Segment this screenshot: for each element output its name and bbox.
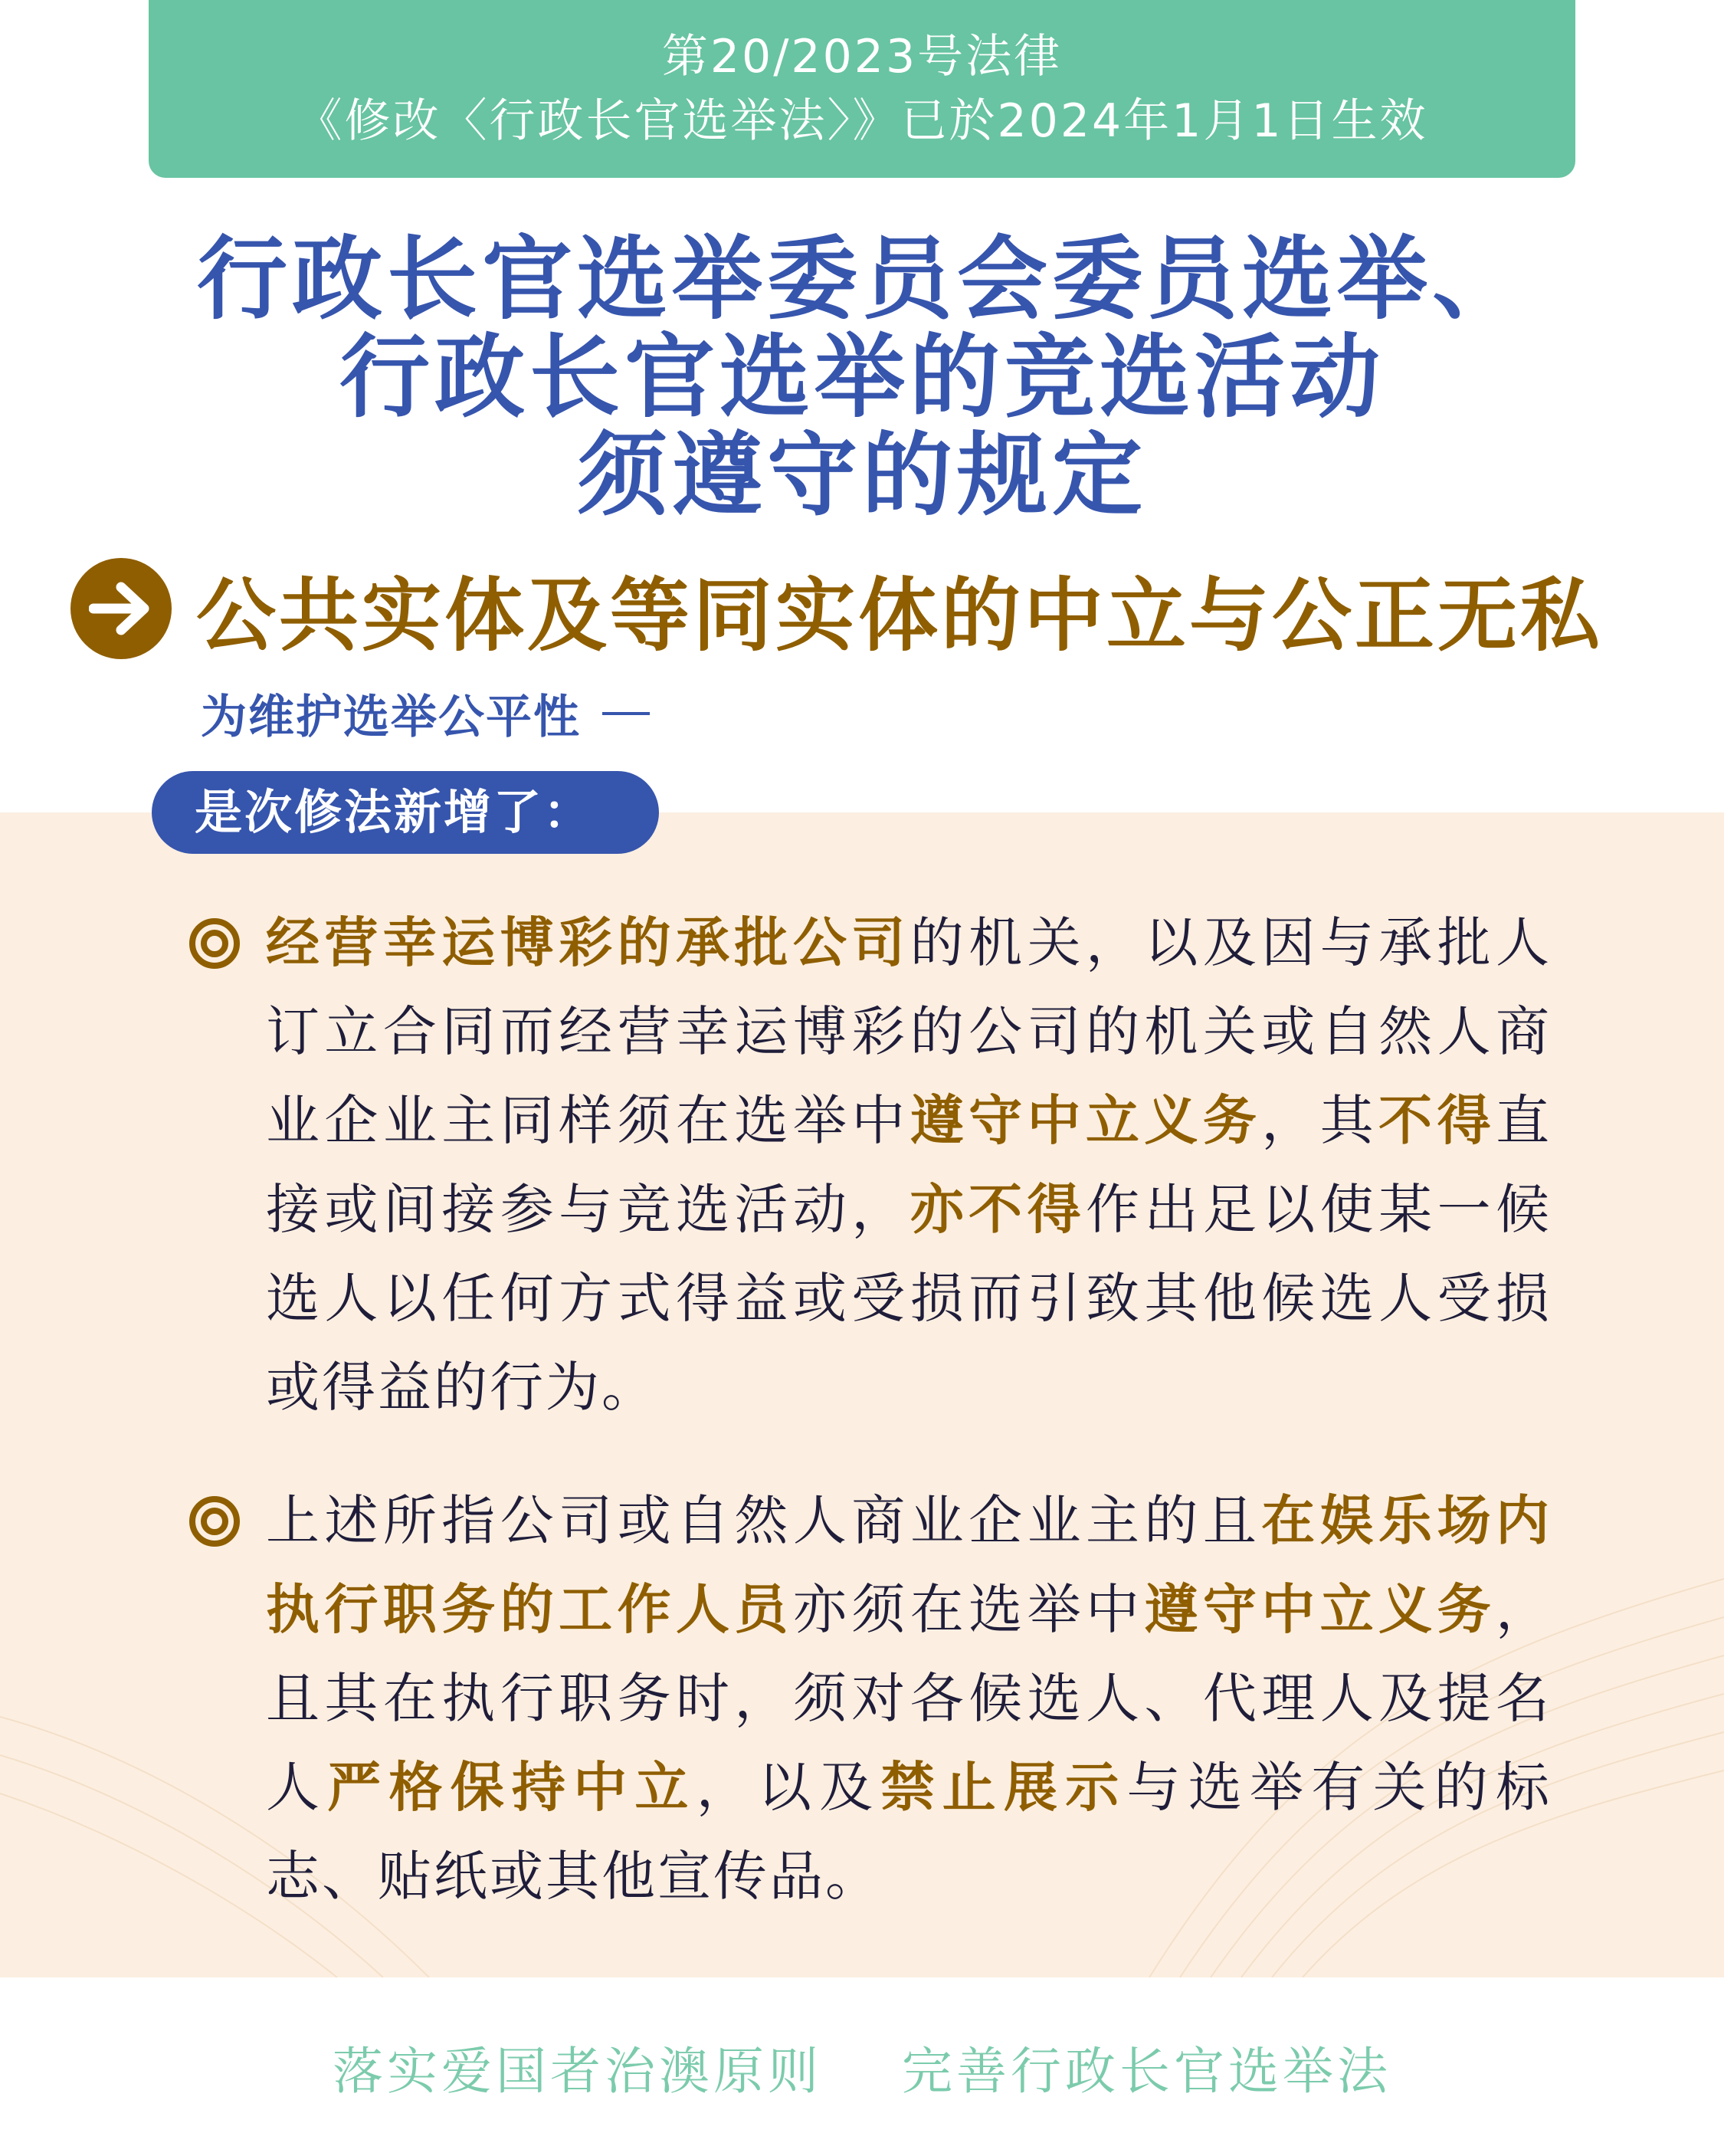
page-title bbox=[0, 226, 1724, 528]
section-subheading bbox=[201, 681, 650, 747]
body-text: ，且其在执行职务时，须对各候选人、代理人及提名人 bbox=[266, 1578, 1552, 1819]
body-text: ，以及 bbox=[696, 1756, 881, 1819]
highlight-text: 遵守中立义务 bbox=[1144, 1578, 1496, 1641]
law-banner bbox=[149, 0, 1575, 178]
arrow-right-icon bbox=[70, 558, 172, 659]
bullet-item bbox=[188, 1476, 1552, 1921]
slogan-left: 落实爱国者治澳原则 bbox=[333, 2042, 822, 2101]
section-heading: 公共实体及等同实体的中立与公正无私 bbox=[196, 568, 1604, 662]
title-line-2: 行政长官选举的竞选活动 bbox=[339, 324, 1385, 430]
subheading-text: 为维护选举公平性 bbox=[201, 691, 581, 744]
bullet-text bbox=[266, 1476, 1552, 1921]
body-text: 亦须在选举中 bbox=[792, 1578, 1145, 1641]
highlight-text: 经营幸运博彩的承批公司 bbox=[266, 911, 910, 974]
body-text: 与选举有关的标志、贴纸或其他宣传品。 bbox=[266, 1756, 1552, 1908]
body-text: 直接或间接参与竞选活动， bbox=[266, 1089, 1552, 1241]
highlight-text: 严格保持中立 bbox=[327, 1756, 696, 1819]
bullet-item bbox=[188, 898, 1552, 1432]
double-circle-icon bbox=[188, 917, 241, 970]
body-text: ，其 bbox=[1261, 1089, 1379, 1152]
section-header bbox=[70, 556, 1603, 660]
highlight-text: 在娱乐场内执行职务的工作人员 bbox=[266, 1489, 1552, 1641]
title-line-1: 行政长官选举委员会委员选举、 bbox=[196, 226, 1527, 332]
highlight-text: 遵守中立义务 bbox=[910, 1089, 1262, 1152]
body-text: 的机关，以及因与承批人订立合同而经营幸运博彩的公司的机关或自然人商业企业主同样须在选举中 bbox=[266, 911, 1552, 1152]
highlight-text: 不得 bbox=[1378, 1089, 1496, 1152]
law-effective-date: 《修改〈行政长官选举法〉》已於2024年1月1日生效 bbox=[296, 94, 1428, 148]
subheading-dash bbox=[602, 712, 650, 715]
amendment-pill-label: 是次修法新增了： bbox=[152, 771, 659, 854]
footer-slogans bbox=[0, 1977, 1724, 2156]
highlight-text: 禁止展示 bbox=[880, 1756, 1127, 1819]
highlight-text: 亦不得 bbox=[910, 1178, 1087, 1241]
double-circle-icon bbox=[188, 1495, 241, 1548]
body-text: 作出足以使某一候选人以任何方式得益或受损而引致其他候选人受损或得益的行为。 bbox=[266, 1178, 1552, 1419]
slogan-right: 完善行政长官选举法 bbox=[902, 2042, 1391, 2101]
law-number: 第20/2023号法律 bbox=[661, 30, 1063, 84]
bullet-text bbox=[266, 898, 1552, 1432]
title-line-3: 须遵守的规定 bbox=[576, 422, 1147, 528]
body-text: 上述所指公司或自然人商业企业主的且 bbox=[266, 1489, 1262, 1552]
